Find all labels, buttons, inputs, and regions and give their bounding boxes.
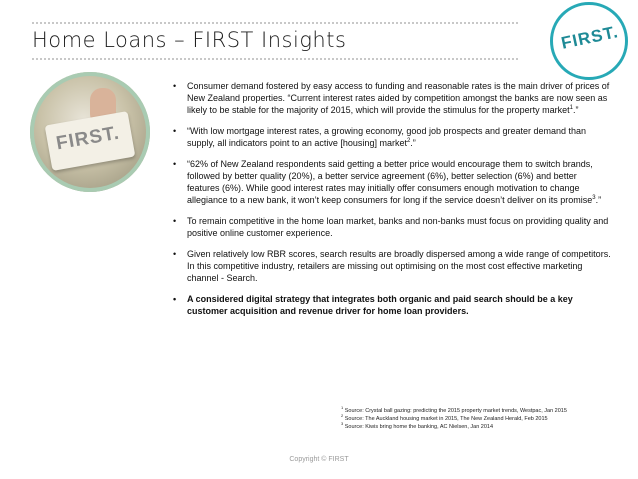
title-divider-bottom [32,58,518,60]
footnote-text: Source: Kiwis bring home the banking, AC Nielsen, Jan 2014 [344,424,494,430]
bullet-item [171,158,611,206]
bullet-text: To remain competitive in the home loan market, banks and non-banks must focus on providing quality and positive online customer experience. [187,216,609,238]
footnote-text: Source: Crystal ball gazing: predicting the 2015 property market trends, Westpac, Jan 2015 [344,408,567,414]
bullet-text: A considered digital strategy that integrates both organic and paid search should be a key customer acquisition and revenue driver for home loan providers. [187,294,573,316]
footnote-ref: 1 [569,105,574,111]
footnote [341,415,621,423]
footnote-number: 2 [341,413,344,419]
footnote-text: Source: The Auckland housing market in 2015, The New Zealand Herald, Feb 2015 [344,416,548,422]
footnote-number: 3 [341,421,344,427]
bullet-item [171,125,611,149]
bullet-text-tail: .” [410,138,416,148]
footnote-ref: 3 [592,195,596,201]
bullet-text: Consumer demand fostered by easy access to funding and reasonable rates is the main driver of prices of New Zealand properties. “Current interest rates aided by competition amongst the banks are now seen as likely to be stable for the majority of 2015, which will provide the stimulus for the property market [187,81,610,115]
bullet-item [171,215,611,239]
bullet-text-tail: .” [595,195,602,205]
logo-wordmark: FIRST. [559,22,621,53]
photo-card-text: FIRST. [54,122,122,155]
bullet-item [171,80,611,116]
first-logo-icon [548,0,632,84]
copyright-text: Copyright © FIRST [289,456,349,463]
page-title: Home Loans – FIRST Insights [32,28,347,52]
bullet-text: “62% of New Zealand respondents said getting a better price would encourage them to switch brands, followed by better quality (20%), a better service agreement (6%), better selection (6%) and better features (6%). While good interest rates may initially offer consumers enough motivation to change allegiance to a new bank, it won’t keep consumers for long if the service doesn’t deliver on its promise [187,159,593,205]
bullet-item-key-conclusion [171,293,611,317]
hand-holding-card-photo-icon [30,72,150,192]
bullet-text: “With low mortgage interest rates, a growing economy, good job prospects and greater demand than supply, all indicators point to an active [housing] market [187,126,587,148]
footnote-number: 1 [341,405,344,411]
insights-list [171,80,611,326]
title-divider-top [32,22,518,24]
footnotes [341,407,621,431]
footnote-ref: 2 [406,138,411,144]
bullet-text-tail: .” [573,105,579,115]
footnote [341,407,621,415]
bullet-text: Given relatively low RBR scores, search results are broadly dispersed among a wide range of competitors. In this competitive industry, retailers are missing out optimising on the most cost effective marketing channel - Search. [187,249,611,283]
bullet-item [171,248,611,284]
footnote [341,423,621,431]
